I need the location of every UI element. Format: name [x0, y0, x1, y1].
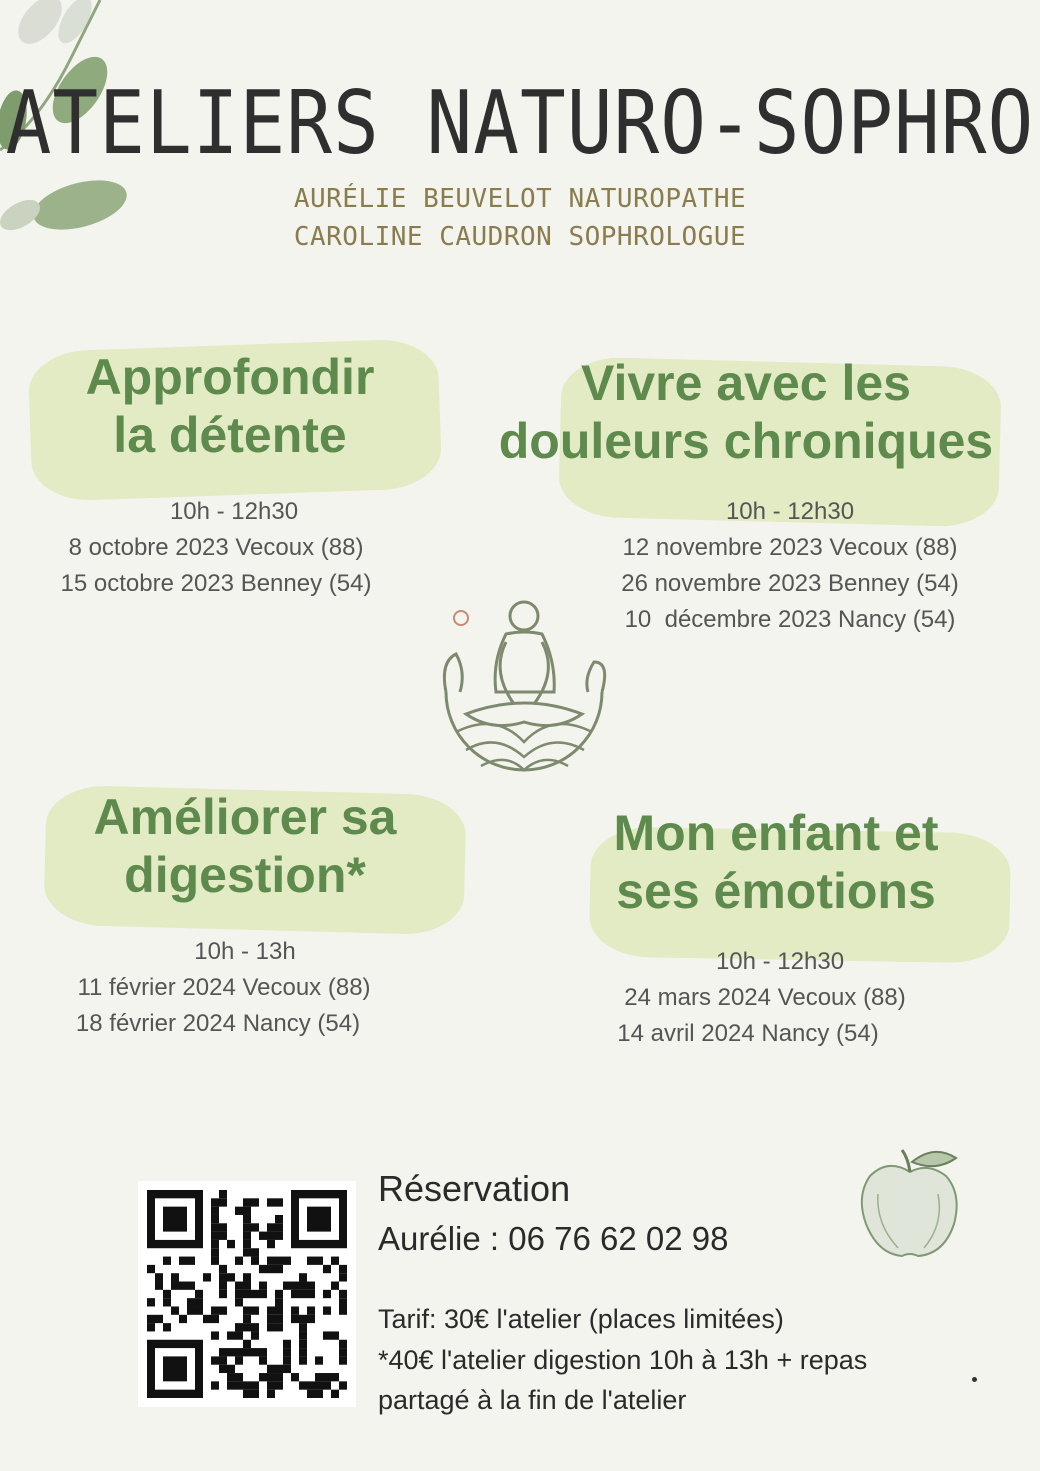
- page-title: ATELIERS NATURO-SOPHRO: [5, 71, 1035, 174]
- workshop-time: 10h - 12h30: [715, 948, 845, 975]
- workshop-time: 10h - 13h: [194, 938, 296, 965]
- workshop-title-line: Mon enfant et: [613, 805, 939, 861]
- workshop-title: [576, 804, 976, 920]
- workshop-date: 11 février 2024 Vecoux (88): [77, 974, 371, 1001]
- qr-code: [138, 1181, 356, 1407]
- workshop-time: 10h - 12h30: [169, 498, 299, 525]
- workshop-title-line: Améliorer sa: [93, 789, 397, 845]
- workshop-title: [40, 788, 450, 904]
- workshop-title-line: douleurs chroniques: [498, 413, 994, 469]
- reservation-phone[interactable]: Aurélie : 06 76 62 02 98: [378, 1220, 729, 1257]
- decorative-dot: [972, 1377, 977, 1382]
- workshop-time: 10h - 12h30: [725, 498, 855, 525]
- tarif-line: *40€ l'atelier digestion 10h à 13h + repas: [378, 1345, 868, 1375]
- workshop-title: [40, 348, 420, 464]
- subtitle-sophrologue: CAROLINE CAUDRON SOPHROLOGUE: [293, 222, 747, 252]
- workshop-date: 10 décembre 2023 Nancy (54): [624, 606, 956, 633]
- tarif-line: Tarif: 30€ l'atelier (places limitées): [378, 1304, 784, 1334]
- workshop-title: [468, 354, 1024, 470]
- workshop-title-line: Approfondir: [85, 349, 375, 405]
- workshop-date: 26 novembre 2023 Benney (54): [621, 570, 959, 597]
- apple-icon: [858, 1144, 962, 1262]
- workshop-date: 14 avril 2024 Nancy (54): [617, 1020, 879, 1047]
- workshop-title-line: la détente: [113, 407, 347, 463]
- reservation-title: Réservation: [378, 1168, 571, 1209]
- workshop-date: 8 octobre 2023 Vecoux (88): [68, 534, 364, 561]
- workshop-title-line: Vivre avec les: [581, 355, 911, 411]
- tarif-line: partagé à la fin de l'atelier: [378, 1385, 687, 1415]
- workshop-title-line: digestion*: [124, 847, 366, 903]
- workshop-date: 12 novembre 2023 Vecoux (88): [622, 534, 958, 561]
- workshop-title-line: ses émotions: [616, 863, 936, 919]
- workshop-date: 18 février 2024 Nancy (54): [75, 1010, 361, 1037]
- workshop-date: 24 mars 2024 Vecoux (88): [624, 984, 906, 1011]
- subtitle-naturopathe: AURÉLIE BEUVELOT NATUROPATHE: [293, 184, 747, 214]
- workshop-date: 15 octobre 2023 Benney (54): [60, 570, 372, 597]
- meditation-icon: [436, 592, 616, 788]
